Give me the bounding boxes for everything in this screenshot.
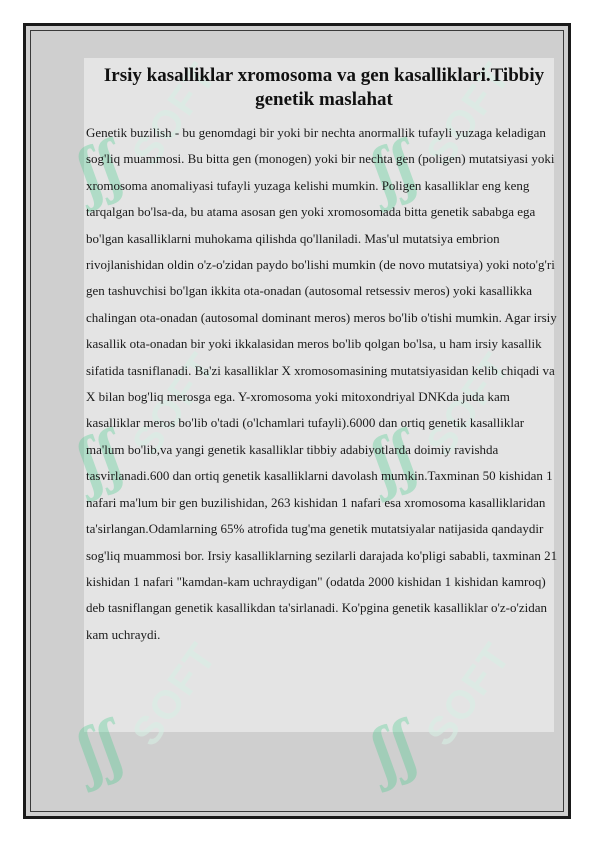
watermark-logo-icon: ʃʃ: [65, 126, 133, 213]
document-body: Genetik buzilish - bu genomdagi bir yoki bir nechta anormallik tufayli yuzaga keladigan sog'liq muammosi. Bu bitta gen (monogen) yoki bir nechta gen (poligen) mutatsiyasi yoki xromosoma anomaliyasi tufayli yuzaga kelishi mumkin. Poligen kasalliklar eng keng tarqalgan bo'lsa-da, bu atama asosan gen yoki xromosomada bitta genetik sababga ega bo'lgan kasalliklarni muhokama qilishda qo'llaniladi. Mas'ul mutatsiya embrion rivojlanishidan oldin o'z-o'zidan paydo bo'lishi mumkin (de novo mutatsiya) yoki noto'g'ri gen tashuvchisi bo'lgan ikkita ota-onadan (autosomal retsessiv meros) yoki kasallikka chalingan ota-onadan (autosomal dominant meros) meros bo'lib o'tishi mumkin. Agar irsiy kasallik ota-onadan bir yoki ikkalasidan meros bo'lib qolgan bo'lsa, u ham irsiy kasallik sifatida tasniflanadi. Ba'zi kasalliklar X xromosomasining mutatsiyasidan kelib chiqadi va X bilan bog'liq merosga ega. Y-xromosoma yoki mitoxondriyal DNKda juda kam kasalliklar meros bo'lib o'tadi (o'lchamlari tufayli).6000 dan ortiq genetik kasalliklar ma'lum bo'lib,va yangi genetik kasalliklar tibbiy adabiyotlarda doimiy ravishda tasvirlanadi.600 dan ortiq genetik kasalliklarni davolash mumkin.Taxminan 50 kishidan 1 nafari ma'lum bir gen buzilishidan, 263 kishidan 1 nafari esa xromosoma kasalliklaridan ta'sirlangan.Odamlarning 65% atrofida tug'ma genetik mutatsiyalar natijasida qandaydir sog'liq muammosi bor. Irsiy kasalliklarning sezilarli darajada ko'pligi sababli, taxminan 21 kishidan 1 nafari "kamdan-kam uchraydigan" (odatda 2000 kishidan 1 kishidan kamroq) deb tasniflangan genetik kasallikdan ta'sirlanadi. Ko'pgina genetik kasalliklar o'z-o'zidan kam uchraydi.: [86, 125, 558, 642]
watermark-text: SOFT: [418, 634, 520, 754]
watermark-text: SOFT: [418, 344, 520, 464]
watermark-logo-icon: ʃʃ: [359, 126, 427, 213]
watermark-text: SOFT: [124, 634, 226, 754]
watermark-text: SOFT: [418, 54, 520, 174]
watermark-logo-icon: ʃʃ: [65, 416, 133, 503]
watermark-logo-icon: ʃʃ: [65, 706, 133, 793]
watermark-text: SOFT: [124, 344, 226, 464]
watermark-text: SOFT: [124, 54, 226, 174]
watermark-logo-icon: ʃʃ: [359, 416, 427, 503]
document-title: Irsiy kasalliklar xromosoma va gen kasalliklari.Tibbiy genetik maslahat: [103, 65, 545, 110]
watermark-logo-icon: ʃʃ: [359, 706, 427, 793]
